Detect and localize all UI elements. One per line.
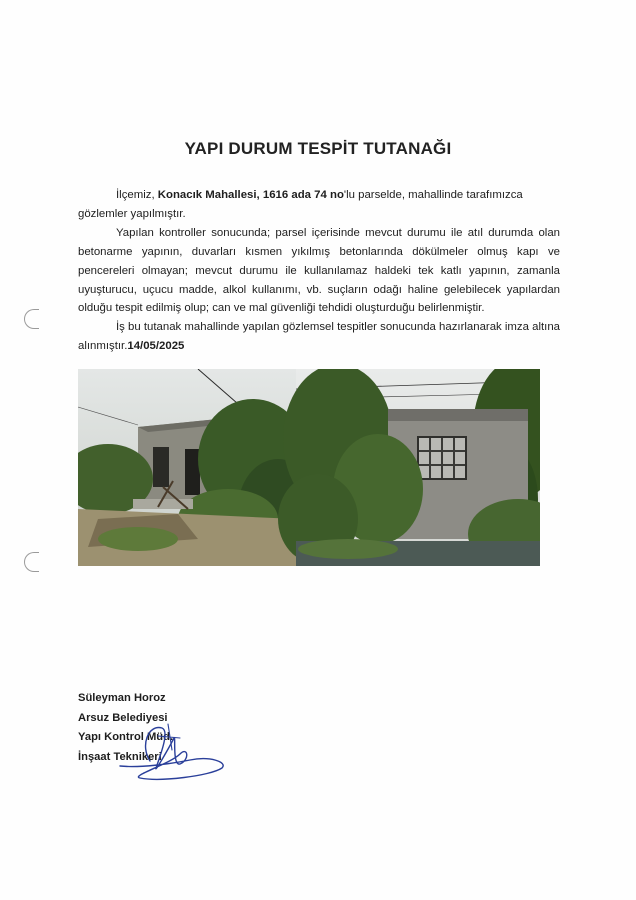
punch-hole-icon (24, 552, 39, 572)
document-body (78, 186, 560, 356)
paragraph-location (78, 186, 560, 224)
paragraph-findings: Yapılan kontroller sonucunda; parsel içerisinde mevcut durumu ile atıl durumda olan betonarme yapının, duvarları kısmen yıkılmış betonlarında dökülmeler olmuş kapı ve pencereleri olmayan; mevcut durumu ile kullanılamaz haldeki tek katlı yapının, zamanla uyuşturucu, uçucu madde, alkol kullanımı, vb. suçların odağı haline gelebilecek yapılardan olduğu tespit edilmiş olup; can ve mal güvenliği tehdidi oluşturduğu belirlenmiştir. (78, 226, 560, 315)
parcel-reference: Konacık Mahallesi, 1616 ada 74 no (157, 189, 344, 201)
conclusion-text: İş bu tutanak mahallinde yapılan gözlemsel tespitler sonucunda hazırlanarak imza altına alınmıştır. (78, 321, 560, 353)
document-date: 14/05/2025 (127, 340, 185, 353)
paragraph-location-prefix: İlçemiz, (116, 189, 158, 201)
signature-scribble-icon (110, 716, 230, 786)
paragraph-conclusion (78, 318, 560, 356)
punch-hole-icon (24, 309, 39, 329)
paragraph-location-suffix: 'lu parselde, mahallinde tarafımızca gözlemler yapılmıştır. (78, 189, 523, 220)
signatory-institution: Arsuz Belediyesi (78, 711, 168, 724)
signatory-name: Süleyman Horoz (78, 692, 166, 704)
site-photos (78, 369, 540, 566)
photo-right (278, 369, 540, 566)
document-title: YAPI DURUM TESPİT TUTANAĞI (184, 139, 452, 158)
signatory-role: İnşaat Teknikeri (78, 750, 162, 763)
site-photo-composite (78, 369, 540, 566)
signatory-department: Yapı Kontrol Müd. (78, 731, 174, 744)
